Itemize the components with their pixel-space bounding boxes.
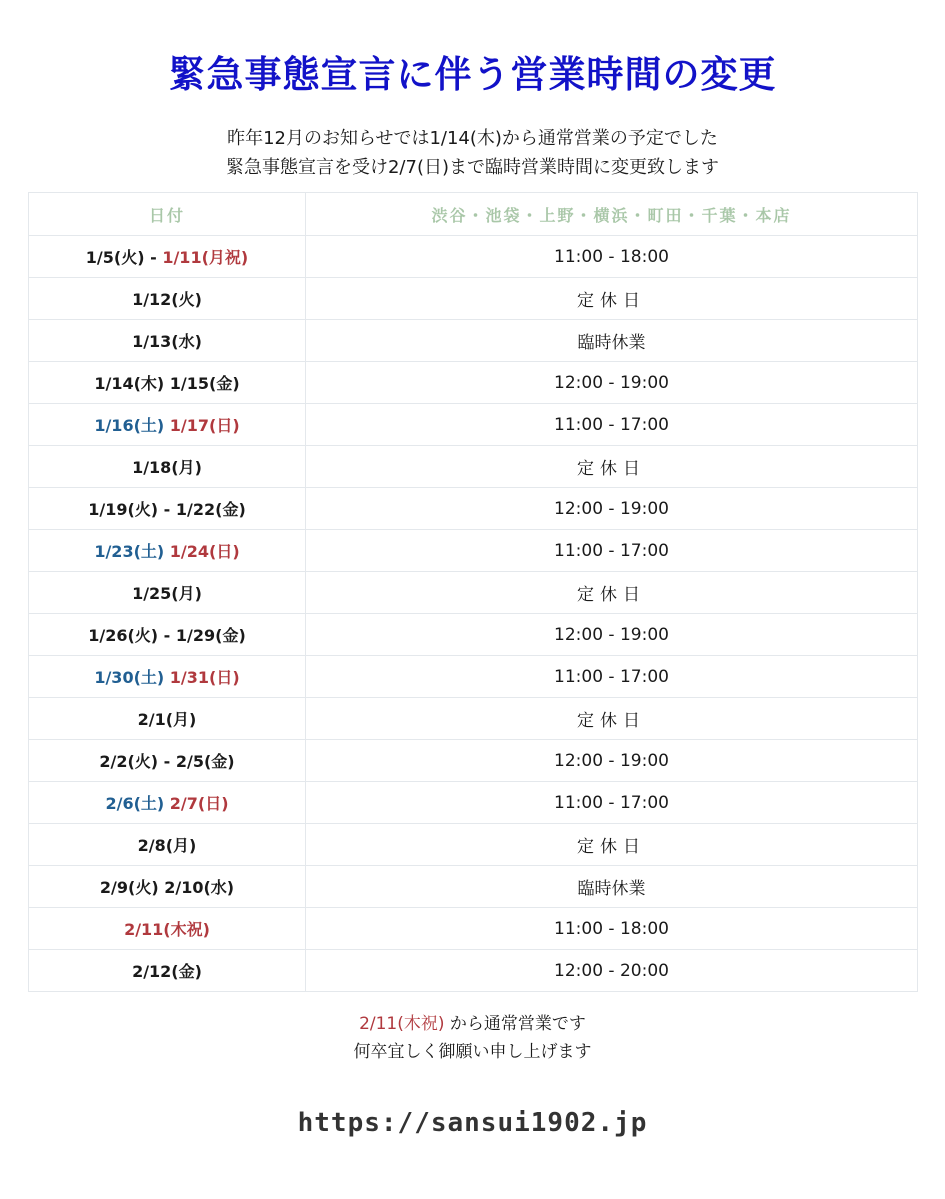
date-text: 1/18(月) (132, 458, 202, 477)
date-text: 1/16(土) (94, 416, 170, 435)
date-cell (29, 866, 306, 908)
date-text: 2/1(月) (137, 710, 197, 729)
date-cell (29, 908, 306, 950)
table-row (29, 698, 918, 740)
table-row (29, 740, 918, 782)
date-cell (29, 236, 306, 278)
hours-cell: 臨時休業 (306, 320, 918, 362)
date-text: 1/5(火) - (85, 248, 163, 267)
footnote-line-1 (0, 1010, 945, 1038)
date-text: 1/19(火) - 1/22(金) (88, 500, 246, 519)
hours-cell: 定休日 (306, 446, 918, 488)
date-text: 2/6(土) (105, 794, 170, 813)
hours-cell: 定休日 (306, 572, 918, 614)
date-cell (29, 740, 306, 782)
hours-cell: 定休日 (306, 278, 918, 320)
date-cell (29, 572, 306, 614)
schedule-table (28, 192, 918, 992)
date-text: 1/23(土) (94, 542, 170, 561)
date-text: 1/26(火) - 1/29(金) (88, 626, 246, 645)
date-text: 2/9(火) 2/10(水) (99, 878, 235, 897)
table-row (29, 614, 918, 656)
hours-cell: 定休日 (306, 824, 918, 866)
table-row (29, 866, 918, 908)
table-row (29, 530, 918, 572)
hours-cell: 11:00 - 17:00 (306, 656, 918, 698)
date-text: 1/13(水) (132, 332, 202, 351)
date-text: 1/25(月) (132, 584, 202, 603)
intro-line-2: 緊急事態宣言を受け2/7(日)まで臨時営業時間に変更致します (225, 157, 719, 178)
table-header-row (29, 193, 918, 236)
date-cell (29, 950, 306, 992)
table-row (29, 404, 918, 446)
date-cell (29, 404, 306, 446)
date-text: 1/24(日) (169, 542, 240, 561)
intro-text (0, 124, 945, 182)
hours-cell: 12:00 - 20:00 (306, 950, 918, 992)
table-row (29, 446, 918, 488)
header-stores: 渋谷・池袋・上野・横浜・町田・千葉・本店 (306, 193, 918, 236)
date-text: 1/11(月祝) (162, 248, 249, 267)
hours-cell: 11:00 - 18:00 (306, 236, 918, 278)
hours-cell: 12:00 - 19:00 (306, 488, 918, 530)
footnote (0, 1010, 945, 1066)
date-text: 2/8(月) (137, 836, 197, 855)
intro-line-1: 昨年12月のお知らせでは1/14(木)から通常営業の予定でした (227, 128, 718, 149)
table-row (29, 236, 918, 278)
date-cell (29, 656, 306, 698)
hours-cell: 11:00 - 17:00 (306, 404, 918, 446)
table-row (29, 278, 918, 320)
hours-cell: 定休日 (306, 698, 918, 740)
date-text: 1/31(日) (169, 668, 240, 687)
table-row (29, 572, 918, 614)
date-text: 2/12(金) (132, 962, 202, 981)
date-text: 1/14(木) 1/15(金) (94, 374, 240, 393)
table-row (29, 656, 918, 698)
header-date: 日付 (29, 193, 306, 236)
table-row (29, 782, 918, 824)
date-cell (29, 488, 306, 530)
table-row (29, 824, 918, 866)
hours-cell: 11:00 - 17:00 (306, 782, 918, 824)
date-cell (29, 824, 306, 866)
hours-cell: 11:00 - 17:00 (306, 530, 918, 572)
table-row (29, 908, 918, 950)
table-row (29, 320, 918, 362)
table-row (29, 362, 918, 404)
website-url: https://sansui1902.jp (297, 1108, 648, 1138)
hours-cell: 12:00 - 19:00 (306, 362, 918, 404)
date-text: 2/2(火) - 2/5(金) (99, 752, 235, 771)
date-text: 2/7(日) (169, 794, 229, 813)
date-text: 1/30(土) (94, 668, 170, 687)
footnote-line-2: 何卒宜しく御願い申し上げます (353, 1042, 592, 1062)
table-row (29, 488, 918, 530)
date-text: 1/12(火) (132, 290, 202, 309)
notice-title: 緊急事態宣言に伴う営業時間の変更 (168, 53, 777, 96)
footnote-line-1-rest: から通常営業です (444, 1014, 586, 1034)
date-cell (29, 614, 306, 656)
date-cell (29, 362, 306, 404)
date-cell (29, 278, 306, 320)
date-cell (29, 698, 306, 740)
hours-cell: 11:00 - 18:00 (306, 908, 918, 950)
date-cell (29, 446, 306, 488)
date-cell (29, 320, 306, 362)
hours-cell: 12:00 - 19:00 (306, 740, 918, 782)
date-text: 2/11(木祝) (124, 920, 210, 939)
table-row (29, 950, 918, 992)
footnote-date: 2/11(木祝) (359, 1014, 445, 1034)
hours-cell: 12:00 - 19:00 (306, 614, 918, 656)
date-text: 1/17(日) (169, 416, 240, 435)
schedule-body (29, 236, 918, 992)
date-cell (29, 530, 306, 572)
date-cell (29, 782, 306, 824)
hours-cell: 臨時休業 (306, 866, 918, 908)
